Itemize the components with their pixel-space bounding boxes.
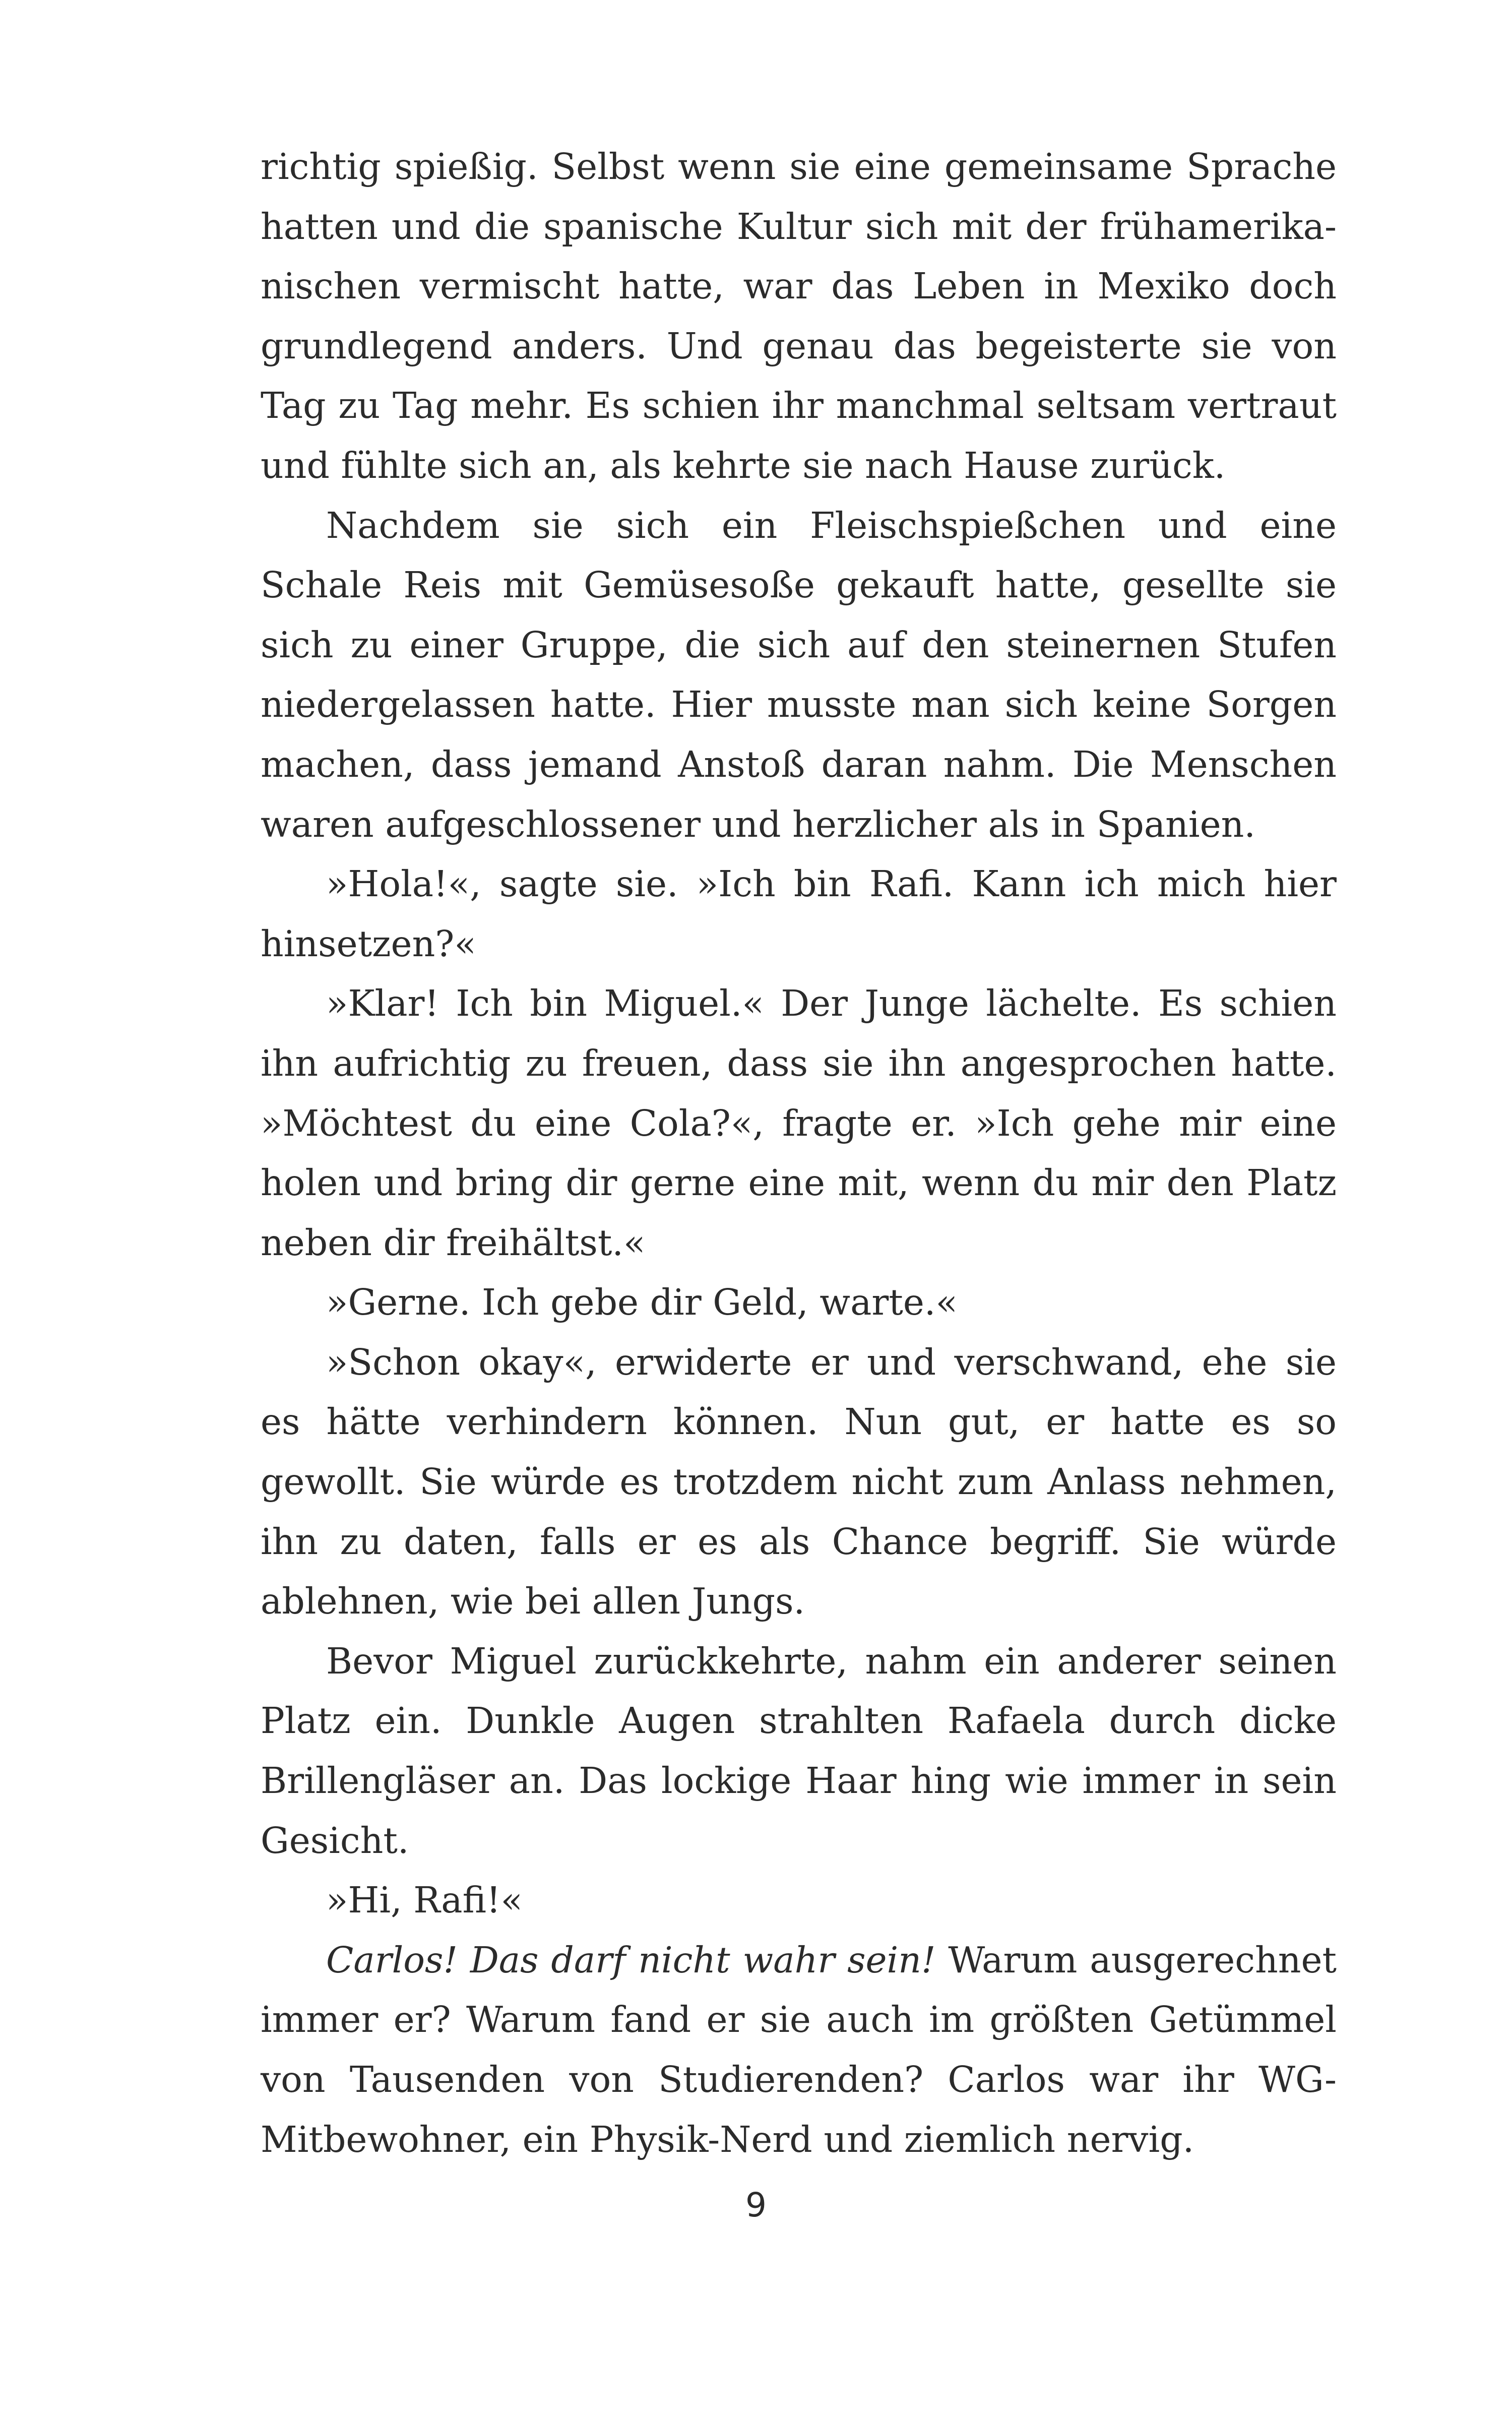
- paragraph: »Schon okay«, erwiderte er und verschwand, ehe sie es hätte verhindern können. Nun gut, er hatte es so gewollt. Sie würde es trotzdem nicht zum Anlass nehmen, ihn zu daten, falls er es als Chance begriff. Sie würde ablehnen, wie bei allen Jungs.: [261, 1341, 1337, 1623]
- body-text: [261, 137, 1337, 2170]
- paragraph: richtig spießig. Selbst wenn sie eine gemeinsame Sprache hatten und die spanische Kultur sich mit der frühamerikanischen vermischt hatte, war das Leben in Mexiko doch grundlegend anders. Und genau das begeisterte sie von Tag zu Tag mehr. Es schien ihr manchmal seltsam vertraut und fühlte sich an, als kehrte sie nach Hause zurück.: [261, 146, 1337, 486]
- paragraph-rest: Warum ausgerechnet immer er? Warum fand er sie auch im größten Getümmel von Tausenden von Studierenden? Carlos war ihr WG-Mitbewohner, ein Physik-Nerd und ziemlich nervig.: [261, 1939, 1337, 2160]
- paragraph: Bevor Miguel zurückkehrte, nahm ein anderer seinen Platz ein. Dunkle Augen strahlten Rafaela durch dicke Brillengläser an. Das lockige Haar hing wie immer in sein Gesicht.: [261, 1640, 1337, 1862]
- paragraph: »Klar! Ich bin Miguel.« Der Junge lächelte. Es schien ihn aufrichtig zu freuen, dass sie ihn angesprochen hatte. »Möchtest du eine Cola?«, fragte er. »Ich gehe mir eine holen und bring dir gerne eine mit, wenn du mir den Platz neben dir freihältst.«: [261, 982, 1337, 1264]
- paragraph: »Hi, Rafi!«: [326, 1879, 523, 1922]
- paragraph: Nachdem sie sich ein Fleischspießchen und eine Schale Reis mit Gemüsesoße gekauft hatte, gesellte sie sich zu einer Gruppe, die sich auf den steinernen Stufen niedergelassen hatte. Hier musste man sich keine Sorgen machen, dass jemand Anstoß daran nahm. Die Menschen waren aufgeschlossener und herzlicher als in Spanien.: [261, 504, 1337, 845]
- paragraph: »Gerne. Ich gebe dir Geld, warte.«: [326, 1281, 958, 1324]
- italic-thought: Carlos! Das darf nicht wahr sein!: [326, 1939, 936, 1981]
- paragraph: [261, 1931, 1337, 2170]
- paragraph: »Hola!«, sagte sie. »Ich bin Rafi. Kann ich mich hier hinsetzen?«: [261, 863, 1337, 965]
- page-number: 9: [745, 2186, 767, 2224]
